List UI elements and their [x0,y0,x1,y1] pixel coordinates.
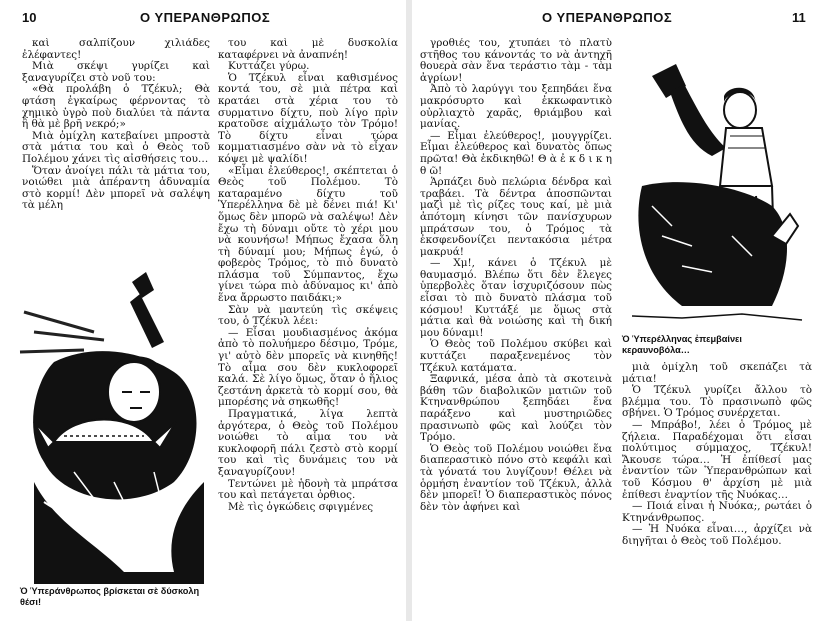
left-page [0,0,406,621]
paragraph: Ἀπὸ τὸ λαρύγγι του ξεπηδάει ἕνα μακρόσυρτο καὶ ἐκκωφαντικὸ οὐρλιαχτὸ χαρᾶς, θριάμβου καὶ μανίας. [420,83,612,131]
right-page [412,0,820,621]
paragraph: Ὁ Τζέκυλ εἶναι καθισμένος κοντά του, σὲ μιὰ πέτρα καὶ κρατάει στὰ χέρια του τὸ συρματινο δίχτυ, ποὺ λίγο πρὶν κρατοῦσε αἰχμάλωτο τὸν Τρόμο! Τὸ δίχτυ εἶναι τώρα κομματιασμένο σὰν νὰ τὸ εἶχαν κόψει μὲ ψαλίδι! [218,71,398,165]
right-page-number: 11 [792,10,806,25]
paragraph: του καὶ μὲ δυσκολία καταφέρνει νὰ ἀναπνέη! [218,38,398,61]
paragraph: Ὁ Τζέκυλ γυρίζει ἄλλου τὸ βλέμμα του. Τὸ πρασινωπὸ φῶς σβήνει. Ὁ Τρόμος συνέρχεται. [622,384,812,420]
right-page-column-2 [622,362,812,614]
right-page-column-1 [420,38,612,614]
paragraph: — Χμ!, κάνει ὁ Τζέκυλ μὲ θαυμασμό. Βλέπω ὅτι δὲν ἔλεγες ὑπερβολὲς ὅταν ἰσχυριζόσουν πὼς εἶσαι τὸ πιὸ δυνατὸ πλάσμα τοῦ κόσμου! Κυττάξέ με ὅμως στὰ μάτια καὶ θὰ νοιώσης καὶ τὴ δική μου δύναμι! [420,257,612,339]
paragraph: Μιὰ ὁμίχλη κατεβαίνει μπροστὰ στὰ μάτια του καὶ ὁ Θεὸς τοῦ Πολέμου χάνει τὶς αἰσθήσεις του… [22,129,210,165]
paragraph: μιὰ ὁμίχλη τοῦ σκεπάζει τὰ μάτια! [622,362,812,385]
paragraph: «Εἶμαι ἐλεύθερος!, σκέπτεται ὁ Θεὸς τοῦ Πολέμου. Τὸ καταραμένο δίχτυ τοῦ Ὑπερέλληνα δὲ μὲ δένει πιά! Κι' ὅμως δὲν μπορῶ νὰ σαλέψω! Δὲν ἔχω τὴ δύναμι οὔτε τὸ χέρι μου νὰ κουνήσω! Μήπως ἔχασα ὅλη τὴ δύναμί μου; Μήπως ἐγώ, ὁ φοβερὸς Τρόμος, τὸ πιὸ δυνατὸ πλάσμα τοῦ Σύμπαντος, ἔχω γίνει τώρα πιὸ ἀδύναμος κι' ἀπὸ ἕνα ἄρρωστο παιδάκι;» [218,164,398,305]
paragraph: Ὁ Θεὸς τοῦ Πολέμου νοιώθει ἕνα διαπεραστικὸ πόνο στὸ κεφάλι καὶ τὰ γόνατά του λυγίζουν! Θέλει νὰ ὁρμήση ἐναντίον τοῦ Τζέκυλ, ἀλλὰ δὲν μπορεῖ! Ὁ διαπεραστικὸς πόνος δὲν τὸν ἀφήνει καὶ [420,442,612,513]
illustration-hyper-hellene-intervenes [622,36,812,332]
left-illustration-caption: Ὁ Ὑπεράνθρωπος βρίσκεται σὲ δύσκολη θέσι! [20,586,200,607]
paragraph: Σὰν νὰ μαντεύη τὶς σκέψεις του, ὁ Τζέκυλ λέει: [218,303,398,328]
paragraph: καὶ σαλπίζουν χιλιάδες ἐλέφαντες! [22,38,210,61]
paragraph: Πραγματικά, λίγα λεπτὰ ἀργότερα, ὁ Θεὸς τοῦ Πολέμου νοιώθει τὸ αἷμα του νὰ κυκλοφορῆ πάλι ζεστὸ στὸ κορμί του καὶ τὶς δυνάμεις του νὰ ξαναγυρίζουν! [218,408,398,478]
paragraph: Ξαφνικά, μέσα ἀπὸ τὰ σκοτεινὰ βάθη τῶν διαβολικῶν ματιῶν τοῦ Κτηνανθρώπου ξεπηδάει ἕνα παράξενο καὶ μυστηριῶδες πρασινωπὸ φῶς καὶ λούζει τὸν Τρόμο. [420,373,612,444]
paragraph: γροθιές του, χτυπάει τὸ πλατὺ στῆθος του κάνοντάς το νὰ ἀντηχῆ θουερὰ σὰν ἕνα τεράστιο τὰμ - τὰμ ἀγρίων! [420,38,612,84]
paragraph: — Ποιά εἶναι ἡ Νυόκα;, ρωτάει ὁ Κτηνάνθρωπος. [622,500,812,524]
paragraph: Ἁρπάζει δυὸ πελώρια δένδρα καὶ τραβάει. Τὰ δέντρα ἀποσπῶνται μαζὶ μὲ τὶς ρίζες τους καί, μὲ μιὰ ἀπότομη κίνησι τῶν πανίσχυρων μπράτσων του, ὁ Τρόμος τὰ ἐκσφενδονίζει πεντακόσια μέτρα μακρυά! [420,176,612,258]
right-running-title: Ο ΥΠΕΡΑΝΘΡΩΠΟΣ [542,10,673,25]
paragraph: Μιὰ σκέψι γυρίζει καὶ ξαναγυρίζει στὸ νοῦ του: [22,60,210,84]
illustration-superhuman-in-trouble [14,272,214,584]
left-page-header [0,10,406,28]
right-page-header [412,10,820,28]
left-page-number: 10 [22,10,37,25]
paragraph: — Εἶμαι ἐλεύθερος!, μουγγρίζει. Εἶμαι ἐλεύθερος καὶ δυνατὸς ὅπως πρῶτα! Θὰ ἐκδικηθῶ! Θ ὰ ἐ κ δ ι κ η θ ῶ! [420,129,612,177]
paragraph: Τεντώνει μὲ ἡδονὴ τὰ μπράτσα του καὶ πετάγεται ὀρθιος. [218,477,398,502]
paragraph: Ὁ Θεὸς τοῦ Πολέμου σκύβει καὶ κυττάζει παραξενεμένος τὸν Τζέκυλ κατάματα. [420,338,612,374]
paragraph: Κυττάζει γύρω. [228,60,310,73]
right-illustration-caption: Ὁ Ὑπερέλληνας ἐπεμβαίνει κεραυνοβόλα… [622,334,742,355]
left-running-title: Ο ΥΠΕΡΑΝΘΡΩΠΟΣ [140,10,271,25]
paragraph: Μὲ τὶς ὀγκώδεις σφιγμένες [228,500,374,513]
left-page-column-1 [22,38,210,274]
paragraph: — Ἡ Νυόκα εἶναι…, ἀρχίζει νὰ διηγῆται ὁ Θεὸς τοῦ Πολέμου. [622,523,812,547]
left-page-column-2 [218,38,398,614]
paragraph: — Μπράβο!, λέει ὁ Τρόμος μὲ ζήλεια. Παραδέχομαι ὅτι εἶσαι πολύτιμος σύμμαχος, Τζέκυλ! Ἄκουσε τώρα… Ἡ ἐπίθεσί μας ἐναντίον τῶν Ὑπερανθρώπων καὶ τοῦ Κόσμου θ' ἀρχίση μὲ μιὰ ἐπίθεσι ἐναντίον τῆς Νυόκας… [622,418,812,501]
paragraph: — Εἶσαι μουδιασμένος ἀκόμα ἀπὸ τὸ πολυήμερο δέσιμο, Τρόμε, γι' αὐτὸ δὲν μπορεῖς νὰ κινηθῆς! Τὸ αἷμα σου δὲν κυκλοφορεῖ καλά. Σὲ λίγο ὅμως, ὅταν ὁ ἥλιος ζεστάνη ἀρκετὰ τὸ κορμί σου, θὰ μπορέσης νὰ σηκωθῆς! [218,326,398,409]
paragraph: Ὅταν ἀνοίγει πάλι τὰ μάτια του, νοιώθει μιὰ ἀπέραντη ἀδυναμία στὸ κορμί! Δὲν μπορεῖ νὰ σαλέψη τὰ μέλη [22,164,210,212]
paragraph: «Θὰ προλάβη ὁ Τζέκυλ; Θὰ φτάση ἐγκαίρως φέρνοντας τὸ χημικὸ ὑγρὸ ποὺ διαλύει τὰ πάντα ἢ θὰ μὲ βρῆ νεκρό;» [22,83,210,131]
